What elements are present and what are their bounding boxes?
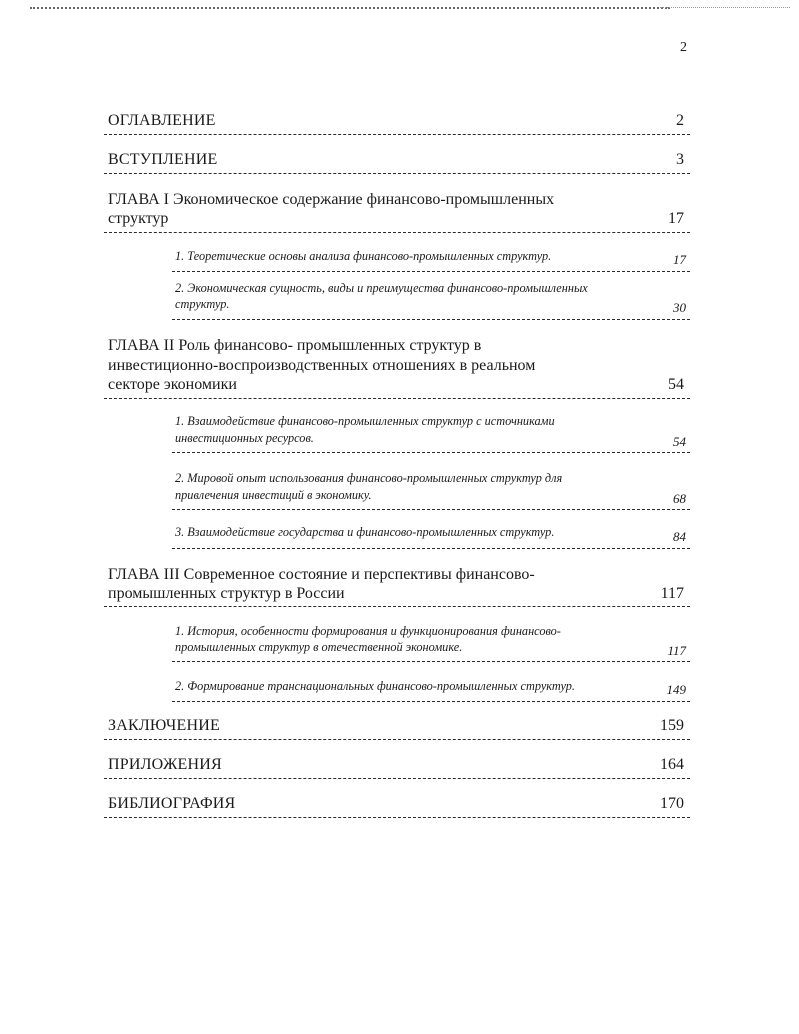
toc-subentry-title-line-2: инвестиционных ресурсов. bbox=[175, 431, 314, 445]
toc-entry-title-line-1: ГЛАВА I Экономическое содержание финансово-промышленных bbox=[108, 191, 555, 208]
toc-entry-title: ОГЛАВЛЕНИЕ bbox=[108, 112, 216, 129]
toc-entry-page: 117 bbox=[660, 585, 684, 602]
toc-entry-page: 17 bbox=[668, 210, 684, 227]
toc-entry-conclusion[interactable] bbox=[104, 714, 690, 740]
toc-entry-chapter-3[interactable] bbox=[104, 564, 690, 607]
toc-subentry-page: 149 bbox=[666, 682, 686, 697]
toc-entry-chapter-2[interactable] bbox=[104, 335, 690, 399]
toc-subentry-3-1[interactable] bbox=[172, 622, 690, 662]
toc-subentry-title-line-1: 1. История, особенности формирования и функционирования финансово- bbox=[175, 624, 561, 638]
toc-subentry-page: 84 bbox=[673, 529, 686, 544]
toc-entry-contents[interactable] bbox=[104, 110, 690, 135]
toc-entry-title: ЗАКЛЮЧЕНИЕ bbox=[108, 717, 220, 734]
toc-entry-chapter-1[interactable] bbox=[104, 189, 690, 233]
toc-subentry-title-line-1: 2. Экономическая сущность, виды и преимущества финансово-промышленных bbox=[175, 281, 588, 295]
toc-subentry-3-2[interactable] bbox=[172, 676, 690, 702]
toc-entry-title-line-2: инвестиционно-воспроизводственных отношениях в реальном bbox=[108, 357, 536, 374]
toc-entry-title-line-1: ГЛАВА III Современное состояние и перспективы финансово- bbox=[108, 566, 535, 583]
toc-subentry-2-3[interactable] bbox=[172, 522, 690, 549]
toc-entry-page: 164 bbox=[660, 756, 684, 773]
toc-entry-page: 170 bbox=[660, 795, 684, 812]
toc-subentry-title: 3. Взаимодействие государства и финансово-промышленных структур. bbox=[175, 525, 555, 539]
toc-subentry-2-1[interactable] bbox=[172, 412, 690, 453]
toc-subentry-title-line-1: 1. Взаимодействие финансово-промышленных структур с источниками bbox=[175, 414, 555, 428]
toc-subentry-page: 117 bbox=[667, 643, 686, 658]
toc-entry-page: 54 bbox=[668, 376, 684, 393]
toc-subentry-page: 54 bbox=[673, 434, 686, 449]
toc-entry-title-line-2: промышленных структур в России bbox=[108, 585, 345, 602]
toc-entry-appendix[interactable] bbox=[104, 753, 690, 779]
toc-entry-page: 159 bbox=[660, 717, 684, 734]
toc-subentry-title-line-1: 2. Мировой опыт использования финансово-промышленных структур для bbox=[175, 471, 563, 485]
toc-entry-title: ПРИЛОЖЕНИЯ bbox=[108, 756, 222, 773]
toc-subentry-page: 68 bbox=[673, 491, 686, 506]
toc-subentry-title: 1. Теоретические основы анализа финансово-промышленных структур. bbox=[175, 249, 552, 263]
toc-subentry-title: 2. Формирование транснациональных финансово-промышленных структур. bbox=[175, 679, 575, 693]
toc-subentry-title-line-2: привлечения инвестиций в экономику. bbox=[175, 488, 372, 502]
toc-entry-title-line-3: секторе экономики bbox=[108, 376, 237, 393]
toc-entry-title: ВСТУПЛЕНИЕ bbox=[108, 151, 218, 168]
toc-subentry-2-2[interactable] bbox=[172, 468, 690, 510]
toc-entry-page: 2 bbox=[676, 112, 684, 129]
toc-subentry-page: 30 bbox=[673, 300, 686, 315]
toc-entry-title-line-1: ГЛАВА II Роль финансово- промышленных структур в bbox=[108, 337, 482, 354]
toc-entry-page: 3 bbox=[676, 151, 684, 168]
toc-subentry-title-line-2: промышленных структур в отечественной экономике. bbox=[175, 640, 463, 654]
toc-entry-title: БИБЛИОГРАФИЯ bbox=[108, 795, 236, 812]
page-number: 2 bbox=[680, 40, 687, 55]
toc-subentry-1-1[interactable] bbox=[172, 246, 690, 272]
toc-subentry-1-2[interactable] bbox=[172, 279, 690, 320]
toc-entry-intro[interactable] bbox=[104, 149, 690, 174]
toc-subentry-page: 17 bbox=[673, 252, 686, 267]
toc-entry-bibliography[interactable] bbox=[104, 792, 690, 818]
toc-subentry-title-line-2: структур. bbox=[175, 297, 230, 311]
toc-entry-title-line-2: структур bbox=[108, 210, 169, 227]
